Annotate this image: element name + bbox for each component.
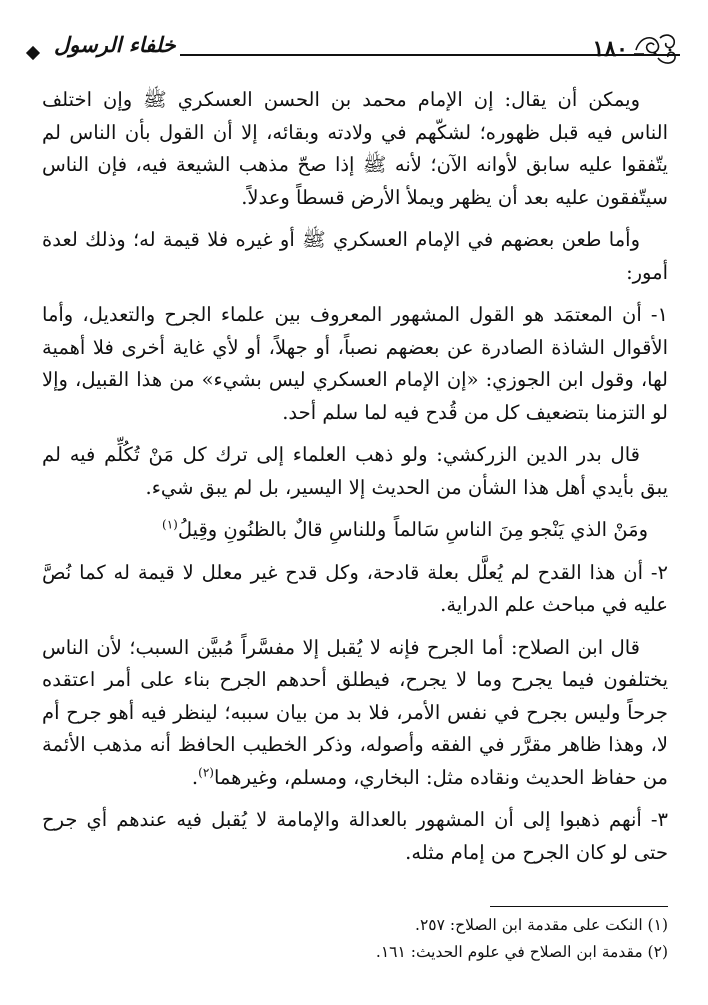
page-number: ١٨٠ [592,36,628,62]
paragraph: ٣- أنهم ذهبوا إلى أن المشهور بالعدالة والإمامة لا يُقبل فيه عندهم أي جرح حتى لو كان الجرح من إمام مثله. [42,808,668,864]
footnote: (٢) مقدمة ابن الصلاح في علوم الحديث: ١٦١. [375,943,668,961]
footnote-separator [490,906,668,907]
floral-ornament-icon [630,30,680,70]
footnote: (١) النكت على مقدمة ابن الصلاح: ٢٥٧. [415,916,668,934]
main-text [42,84,668,879]
paragraph: ويمكن أن يقال: إن الإمام محمد بن الحسن العسكري ﷺ وإن اختلف الناس فيه قبل ظهوره؛ لشكّهم في ولادته وبقائه، إلا أن القول بأن الناس لم يتّفقوا عليه سابق لأوانه الآن؛ لأنه ﷺ إذا صحّ مذهب الشيعة فيه، فإن الناس سيتّفقون عليه بعد أن يظهر ويملأ الأرض قسطاً وعدلاً. [42,88,668,209]
page-header [28,30,680,80]
book-title: خلفاء الرسول [40,32,180,57]
footnote-mark: (١) [162,517,178,532]
paragraph: ١- أن المعتمَد هو القول المشهور المعروف بين علماء الجرح والتعديل، وأما الأقوال الشاذة الصادرة عن بعضهم نصباً، أو جهلاً، أو لأي غاية أخرى فلا أهمية لها، وقول ابن الجوزي: «إن الإمام العسكري ليس بشيء» من هذا القبيل، وإلا لو التزمنا بتضعيف كل من قُدح فيه لما سلم أحد. [42,303,668,424]
diamond-ornament-icon [26,46,40,60]
poem-verse [42,514,668,547]
poem-hemistich-second: وللناسِ قالٌ بالظنُونِ وقِيلُ$^{(١)}$ [162,517,387,541]
footnote-mark: (٢) [198,765,214,779]
paragraph: قال بدر الدين الزركشي: ولو ذهب العلماء إلى ترك كل مَنْ تُكُلِّم فيه لم يبق بأيدي أهل هذا الشأن من الحديث إلا اليسير، بل لم يبق شيء. [42,443,668,499]
footnotes [42,912,668,966]
paragraph: وأما طعن بعضهم في الإمام العسكري ﷺ أو غيره فلا قيمة له؛ وذلك لعدة أمور: [42,228,668,284]
paragraph: ٢- أن هذا القدح لم يُعلَّل بعلة قادحة، وكل قدح غير معلل لا قيمة له كما نُصَّ عليه في مباحث علم الدراية. [42,560,668,616]
paragraph: قال ابن الصلاح: أما الجرح فإنه لا يُقبل إلا مفسَّراً مُبيَّن السبب؛ لأن الناس يختلفون فيما يجرح وما لا يجرح، فيطلق أحدهم الجرح بناء على أمر اعتقده جرحاً وليس بجرح في نفس الأمر، فلا بد من بيان سببه؛ لينظر فيه أهو جرح أم لا، وهذا ظاهر مقرَّر في الفقه وأصوله، وذكر الخطيب الحافظ أنه مذهب الأئمة من حفاظ الحديث ونقاده مثل: البخاري، ومسلم، وغيرهما$^{(٢)}$. [42,635,668,789]
poem-hemistich-first: ومَنْ الذي يَنْجو مِنَ الناسِ سَالماً [393,518,648,541]
